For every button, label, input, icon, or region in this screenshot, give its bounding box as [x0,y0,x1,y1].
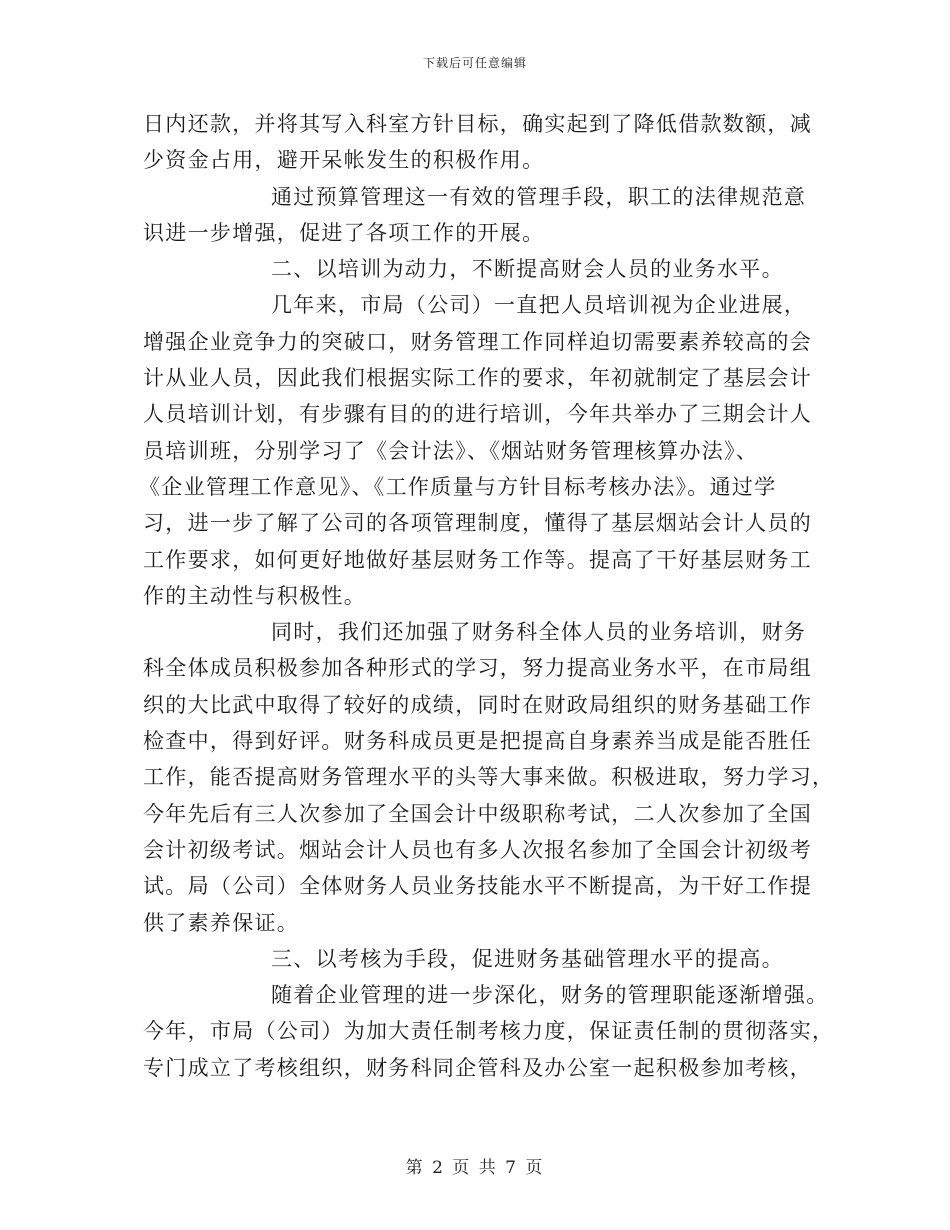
section-heading: 二、以培训为动力，不断提高财会人员的业务水平。 [271,257,784,282]
text-line: 人员培训计划，有步骤有目的的进行培训，今年共举办了三期会计人 [143,402,812,427]
text-line: 试。局（公司）全体财务人员业务技能水平不断提高，为干好工作提 [143,874,812,899]
paragraph-start-line: 随着企业管理的进一步深化，财务的管理职能逐渐增强。 [271,983,829,1008]
paragraph-start-line: 同时，我们还加强了财务科全体人员的业务培训，财务 [271,620,807,645]
text-line: 作的主动性与积极性。 [143,583,366,608]
text-line: 今年先后有三人次参加了全国会计中级职称考试，二人次参加了全国 [143,801,812,826]
text-line: 供了素养保证。 [143,910,300,935]
text-line: 工作要求，如何更好地做好基层财务工作等。提高了干好基层财务工 [143,547,812,572]
text-line: 专门成立了考核组织，财务科同企管科及办公室一起积极参加考核， [143,1055,812,1080]
paragraph-start-line: 通过预算管理这一有效的管理手段，职工的法律规范意 [271,184,807,209]
text-line: 习，进一步了解了公司的各项管理制度，懂得了基层烟站会计人员的 [143,511,812,536]
text-line: 检查中，得到好评。财务科成员更是把提高自身素养当成是能否胜任 [143,729,812,754]
text-line: 计从业人员，因此我们根据实际工作的要求，年初就制定了基层会计 [143,366,812,391]
text-line: 员培训班，分别学习了《会计法》、《烟站财务管理核算办法》、 [143,438,759,463]
text-line: 日内还款，并将其写入科室方针目标，确实起到了降低借款数额，减 [143,112,812,136]
text-line: 工作，能否提高财务管理水平的头等大事来做。积极进取，努力学习， [143,765,835,790]
text-line: 《企业管理工作意见》、《工作质量与方针目标考核办法》。通过学 [139,474,777,499]
paragraph-start-line: 几年来，市局（公司）一直把人员培训视为企业进展， [271,293,807,318]
page-footer: 第 2 页 共 7 页 [405,1158,545,1178]
document-body [139,106,835,1086]
text-line: 识进一步增强，促进了各项工作的开展。 [143,220,545,245]
page-header: 下载后可任意编辑 [422,56,527,70]
text-line: 增强企业竞争力的突破口，财务管理工作同样迫切需要素养较高的会 [143,329,812,354]
text-line: 会计初级考试。烟站会计人员也有多人次报名参加了全国会计初级考 [143,837,812,862]
section-heading: 三、以考核为手段，促进财务基础管理水平的提高。 [271,946,784,971]
text-line: 织的大比武中取得了较好的成绩，同时在财政局组织的财务基础工作 [143,692,812,717]
text-line: 科全体成员积极参加各种形式的学习，努力提高业务水平，在市局组 [143,656,812,681]
text-line: 少资金占用，避开呆帐发生的积极作用。 [143,148,545,173]
text-line: 今年，市局（公司）为加大责任制考核力度，保证责任制的贯彻落实， [143,1019,835,1044]
